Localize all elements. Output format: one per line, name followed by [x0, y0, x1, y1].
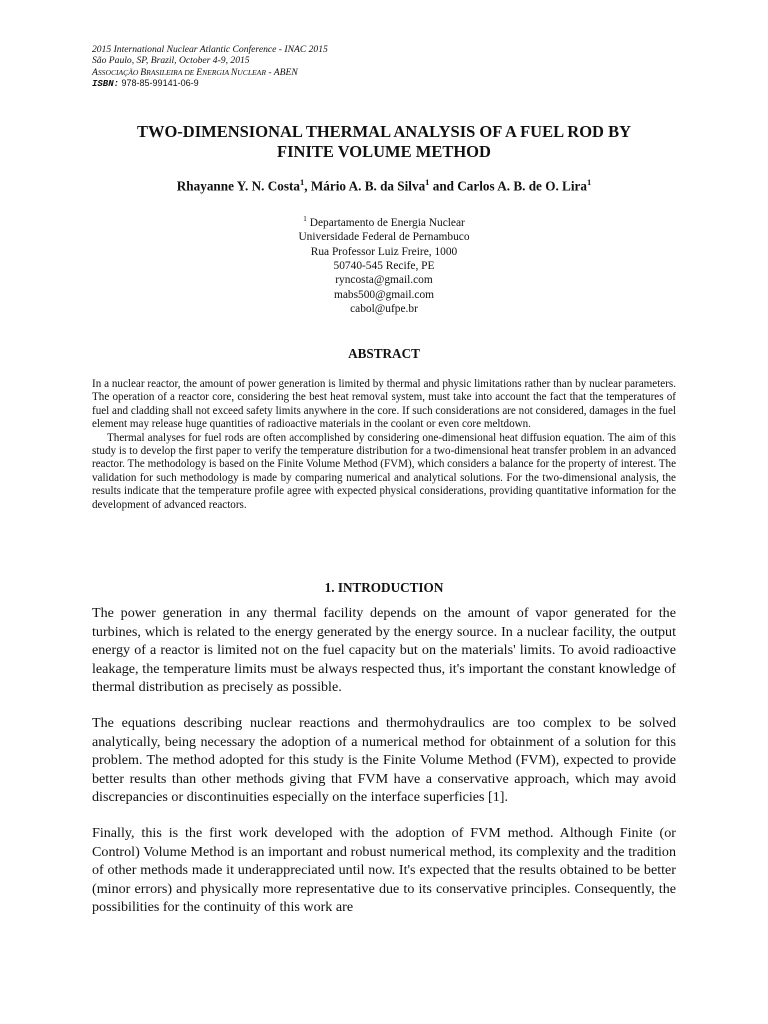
- title-line-1: TWO-DIMENSIONAL THERMAL ANALYSIS OF A FUEL ROD BY: [136, 122, 632, 141]
- isbn-line: [92, 78, 328, 90]
- title-line-2: FINITE VOLUME METHOD: [277, 142, 491, 161]
- abstract-paragraph-1: In a nuclear reactor, the amount of power generation is limited by thermal and physic limitations rather than by nuclear parameters. The operation of a reactor core, considering the best heat removal system, must take into account the fact that the temperatures of fuel and cladding shall not exceed safety limits anywhere in the core. If such considerations are not considered, damages in the fuel element may release huge quantities of radioactive materials in the coolant or even core meltdown.: [92, 378, 676, 431]
- isbn-value: 978-85-99141-06-9: [121, 77, 199, 88]
- author-3: Carlos A. B. de O. Lira: [457, 178, 587, 194]
- author-2: Mário A. B. da Silva: [310, 178, 426, 194]
- introduction-paragraph-2: The equations describing nuclear reactions and thermohydraulics are too complex to be solved analytically, being necessary the adoption of a numerical method for obtainment of a solution for this problem. The method adopted for this study is the Finite Volume Method (FVM), expected to provide better results than other methods giving that FVM have a conservative approach, which may avoid discrepancies or discontinuities especially on the interface superficies [1].: [92, 714, 676, 806]
- author-1: Rhayanne Y. N. Costa: [176, 178, 301, 194]
- introduction-body: [92, 604, 676, 934]
- conference-location: São Paulo, SP, Brazil, October 4-9, 2015: [92, 55, 250, 67]
- association-line: ASSOCIAÇÃO BRASILEIRA DE ENERGIA NUCLEAR - ABEN: [92, 66, 298, 78]
- abstract-body: [92, 378, 676, 512]
- introduction-paragraph-3: Finally, this is the first work developed with the adoption of FVM method. Although Finite (or Control) Volume Method is an important and robust numerical method, its complexity and the tradition of other methods made it underappreciated until now. It's expected that the results obtained to be better (minor errors) and physically more representative due to its conservative principles. Consequently, the possibilities for the continuity of this work are: [92, 824, 676, 916]
- author-email-2: mabs500@gmail.com: [333, 288, 435, 301]
- affiliation-university: Universidade Federal de Pernambuco: [298, 231, 470, 244]
- author-list: Rhayanne Y. N. Costa$^1$, Mário A. B. da Silva$^1$ and Carlos A. B. de O. Lira$^1$: [176, 177, 592, 194]
- author-email-1: ryncosta@gmail.com: [335, 274, 433, 287]
- isbn-label: ISBN:: [92, 78, 120, 89]
- affiliation-department: $^1$ Departamento de Energia Nuclear: [303, 214, 465, 229]
- abstract-paragraph-2: Thermal analyses for fuel rods are often accomplished by considering one-dimensional heat diffusion equation. The aim of this study is to develop the first paper to verify the temperature distribution for a two-dimensional heat transfer problem in an advanced reactor. The methodology is based on the Finite Volume Method (FVM), which considers a balance for the property of interest. The validation for such methodology is made by comparing numerical and analytical solutions. For the two-dimensional analysis, the results indicate that the temperature profile agree with expected physical considerations, providing quantitative information for the development of advanced reactors.: [92, 431, 676, 511]
- introduction-paragraph-1: The power generation in any thermal facility depends on the amount of vapor generated for the turbines, which is related to the energy generated by the energy source. In a nuclear facility, the output energy of a reactor is limited not on the fuel capacity but on the materials' limits. To avoid radioactive leakage, the temperature limits must be always respected thus, it's important the constant knowledge of thermal distribution as precisely as possible.: [92, 605, 676, 696]
- paper-title: [92, 122, 676, 162]
- introduction-heading: 1. INTRODUCTION: [324, 580, 444, 595]
- affiliation-city: 50740-545 Recife, PE: [333, 260, 435, 273]
- conference-name: 2015 International Nuclear Atlantic Conference - INAC 2015: [92, 44, 328, 55]
- abstract-heading: ABSTRACT: [348, 346, 420, 361]
- affiliation-block: [92, 212, 676, 317]
- conference-header: [92, 44, 328, 90]
- affiliation-street: Rua Professor Luiz Freire, 1000: [310, 245, 458, 258]
- author-email-3: cabol@ufpe.br: [350, 303, 418, 316]
